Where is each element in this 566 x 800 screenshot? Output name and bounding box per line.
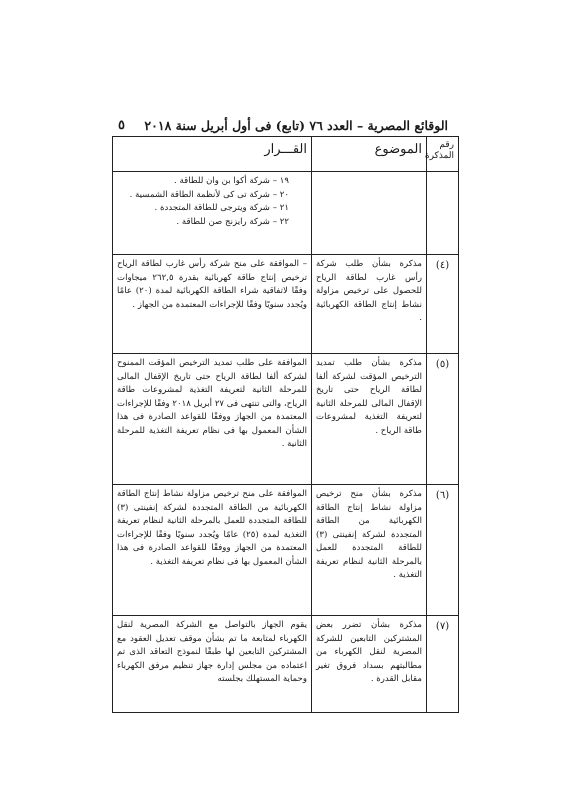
- subject-cell: [312, 172, 427, 255]
- decision-list-item: ١٩ – شركة أكوا بن وان للطاقة .: [174, 176, 289, 186]
- subject-cell: مذكرة بشأن تضرر بعض المشتركين التابعين للشركة المصرية لنقل الكهرباء من مطالبتهم بسداد فروق تغير مقابل القدرة .: [312, 616, 427, 713]
- subject-cell: مذكرة بشأن طلب تمديد الترخيص المؤقت لشركة ألفا لطاقة الرياح حتى تاريخ الإقفال المالى للمرحلة الثانية لتعريفة التغذية لمشروعات طاقة الرياح .: [312, 354, 427, 485]
- memo-number-cell: [427, 172, 459, 255]
- decision-cell: يقوم الجهاز بالتواصل مع الشركة المصرية لنقل الكهرباء لمتابعة ما تم بشأن موقف تعديل العقود مع المشتركين التابعين لها طبقًا لنموذج التعاقد الذى تم اعتماده من مجلس إدارة جهاز تنظيم مرفق الكهرباء وحماية المستهلك بجلسته: [113, 616, 312, 713]
- decisions-table: [112, 136, 459, 713]
- table-row: [113, 255, 459, 354]
- table-row: [113, 354, 459, 485]
- decision-list-item: ٢١ – شركة ويترجى للطاقة المتجددة .: [154, 203, 289, 214]
- decision-cell: [113, 172, 312, 255]
- table-row: [113, 485, 459, 616]
- column-header-subject: الموضوع: [312, 137, 427, 172]
- memo-number-cell: (٥): [427, 354, 459, 485]
- decision-list-item: ٢٢ – شركة رايزنج صن للطاقة .: [176, 216, 289, 227]
- table-header: [113, 137, 459, 172]
- running-header: [118, 115, 448, 135]
- memo-number-cell: (٤): [427, 255, 459, 354]
- page-number: ٥: [118, 117, 125, 133]
- table-row: [113, 616, 459, 713]
- table-row: [113, 172, 459, 255]
- decision-cell: – الموافقة على منح شركة رأس غارب لطاقة الرياح ترخيص إنتاج طاقة كهربائية بقدرة ٢٦٢,٥ ميجاوات وفقًا لاتفاقية شراء الطاقة الكهربائية لمدة (٢٠) عامًا ويُجدد سنويًا وفقًا للإجراءات المعتمدة من الجهاز .: [113, 255, 312, 354]
- subject-cell: مذكرة بشأن منح ترخيص مزاولة نشاط إنتاج الطاقة الكهربائية من الطاقة المتجددة لشركة إنفينتى (٣) للطاقة المتجددة للعمل بالمرحلة الثانية لنظام تعريفة التغذية .: [312, 485, 427, 616]
- subject-cell: مذكرة بشأن طلب شركة رأس غارب لطاقة الرياح للحصول على ترخيص مزاولة نشاط إنتاج الطاقة الكهربائية .: [312, 255, 427, 354]
- header-title: الوقائع المصرية – العدد ٧٦ (تابع) فى أول أبريل سنة ٢٠١٨: [144, 117, 448, 133]
- decision-cell: الموافقة على طلب تمديد الترخيص المؤقت الممنوح لشركة ألفا لطاقة الرياح حتى تاريخ الإقفال المالى للمرحلة الثانية لتعريفة التغذية لمشروعات طاقة الرياح، والتى تنتهى فى ٢٧ أبريل ٢٠١٨ وفقًا للإجراءات المعتمدة من الجهاز ووفقًا للقواعد الصادرة فى هذا الشأن المعمول بها فى نظام تعريفة التغذية للمرحلة الثانية .: [113, 354, 312, 485]
- memo-number-cell: (٦): [427, 485, 459, 616]
- decision-list-item: ٢٠ – شركة تى كى لأنظمة الطاقة الشمسية .: [129, 189, 289, 200]
- decision-cell: الموافقة على منح ترخيص مزاولة نشاط إنتاج الطاقة الكهربائية من الطاقة المتجددة لشركة إنفينتى (٣) للطاقة المتجددة للعمل بالمرحلة الثانية لنظام تعريفة التغذية لمدة (٢٥) عامًا ويُجدد سنويًا وفقًا للإجراءات المعتمدة من الجهاز ووفقًا للقواعد الصادرة فى هذا الشأن المعمول بها فى نظام تعريفة التغذية .: [113, 485, 312, 616]
- column-header-decision: القـــرار: [113, 137, 312, 172]
- memo-number-cell: (٧): [427, 616, 459, 713]
- column-header-number: رقم المذكرة: [427, 137, 459, 172]
